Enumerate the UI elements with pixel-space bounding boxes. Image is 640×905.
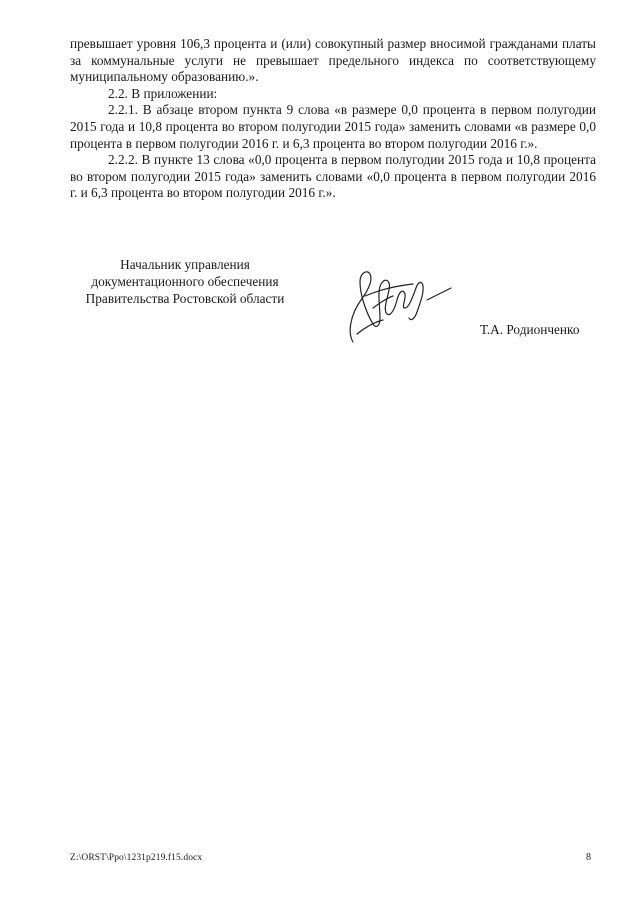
page-number: 8	[586, 852, 591, 863]
document-body	[70, 36, 596, 202]
footer-file-path: Z:\ORST\Ppo\1231p219.f15.docx	[70, 853, 203, 863]
signatory-title-line-2: документационного обеспечения	[91, 274, 279, 289]
signature-block	[0, 256, 640, 356]
paragraph-section-2-2: 2.2. В приложении:	[108, 85, 218, 101]
signatory-title-line-1: Начальник управления	[120, 257, 250, 272]
signatory-title-line-3: Правительства Ростовской области	[85, 291, 285, 306]
paragraph-continuation: превышает уровня 106,3 процента и (или) совокупный размер вносимой гражданами платы за коммунальные услуги не превышает предельного индекса по соответствующему муниципальному образованию.».	[70, 36, 596, 85]
signatory-name: Т.А. Родионченко	[480, 322, 580, 337]
handwritten-signature	[343, 262, 455, 350]
paragraph-section-2-2-2: 2.2.2. В пункте 13 слова «0,0 процента в первом полугодии 2015 года и 10,8 процента во втором полугодии 2015 года» заменить словами «0,0 процента в первом полугодии 2016 г. и 6,3 процента во втором полугодии 2016 г.».	[70, 152, 596, 201]
paragraph-section-2-2-1: 2.2.1. В абзаце втором пункта 9 слова «в размере 0,0 процента в первом полугодии 2015 года и 10,8 процента во втором полугодии 2015 года» заменить словами «в размере 0,0 процента в первом полугодии 2016 г. и 6,3 процента во втором полугодии 2016 г.».	[70, 102, 596, 151]
